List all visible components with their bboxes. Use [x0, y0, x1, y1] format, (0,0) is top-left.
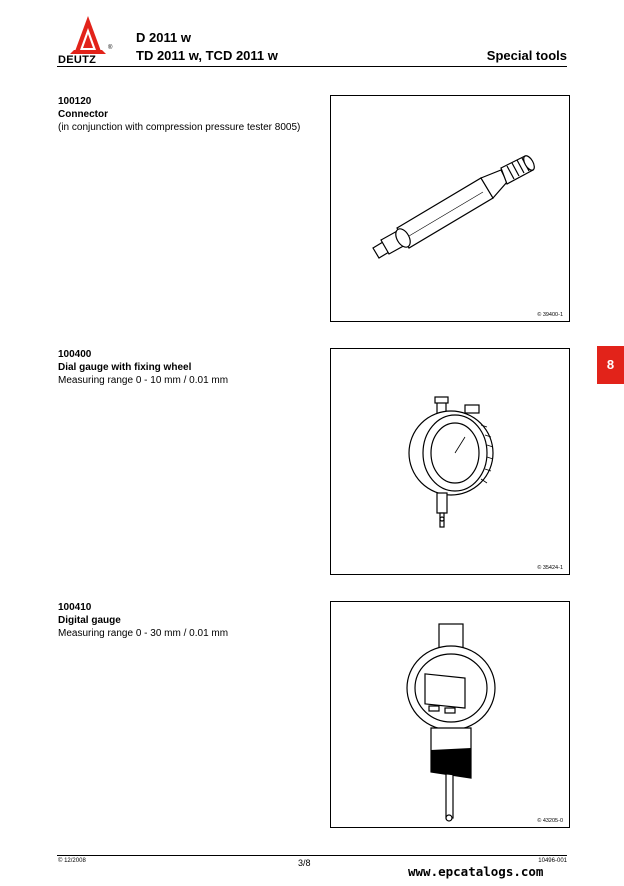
part-number: 100410 [58, 602, 92, 613]
part-number: 100120 [58, 96, 92, 107]
part-description: Measuring range 0 - 30 mm / 0.01 mm [58, 628, 229, 639]
digital-gauge-illustration-icon [331, 602, 569, 827]
brand-wordmark: DEUTZ [58, 54, 97, 66]
figure-id: © 39400-1 [537, 312, 563, 318]
registered-mark: ® [108, 45, 113, 51]
figure-id: © 35424-1 [537, 565, 563, 571]
model-line-2: TD 2011 w, TCD 2011 w [136, 48, 278, 63]
chapter-tab[interactable]: 8 [597, 346, 624, 384]
part-name: Digital gauge [58, 615, 121, 626]
part-name: Connector [58, 109, 108, 120]
part-description: (in conjunction with compression pressure tester 8005) [58, 122, 301, 133]
figure-dial-gauge [330, 348, 570, 575]
connector-illustration-icon [331, 96, 569, 321]
part-name: Dial gauge with fixing wheel [58, 362, 192, 373]
part-number: 100400 [58, 349, 92, 360]
footer-doc-number: 10496-001 [538, 858, 567, 864]
dial-gauge-illustration-icon [331, 349, 569, 574]
figure-id: © 43205-0 [537, 818, 563, 824]
part-description: Measuring range 0 - 10 mm / 0.01 mm [58, 375, 229, 386]
model-line-1: D 2011 w [136, 30, 191, 45]
section-title: Special tools [486, 48, 567, 63]
footer-divider [57, 855, 567, 856]
figure-digital-gauge [330, 601, 570, 828]
footer-date: © 12/2008 [58, 858, 86, 864]
figure-connector [330, 95, 570, 322]
footer-page: 3/8 [298, 858, 311, 868]
header-divider [57, 66, 567, 67]
watermark-url[interactable]: www.epcatalogs.com [408, 864, 544, 879]
